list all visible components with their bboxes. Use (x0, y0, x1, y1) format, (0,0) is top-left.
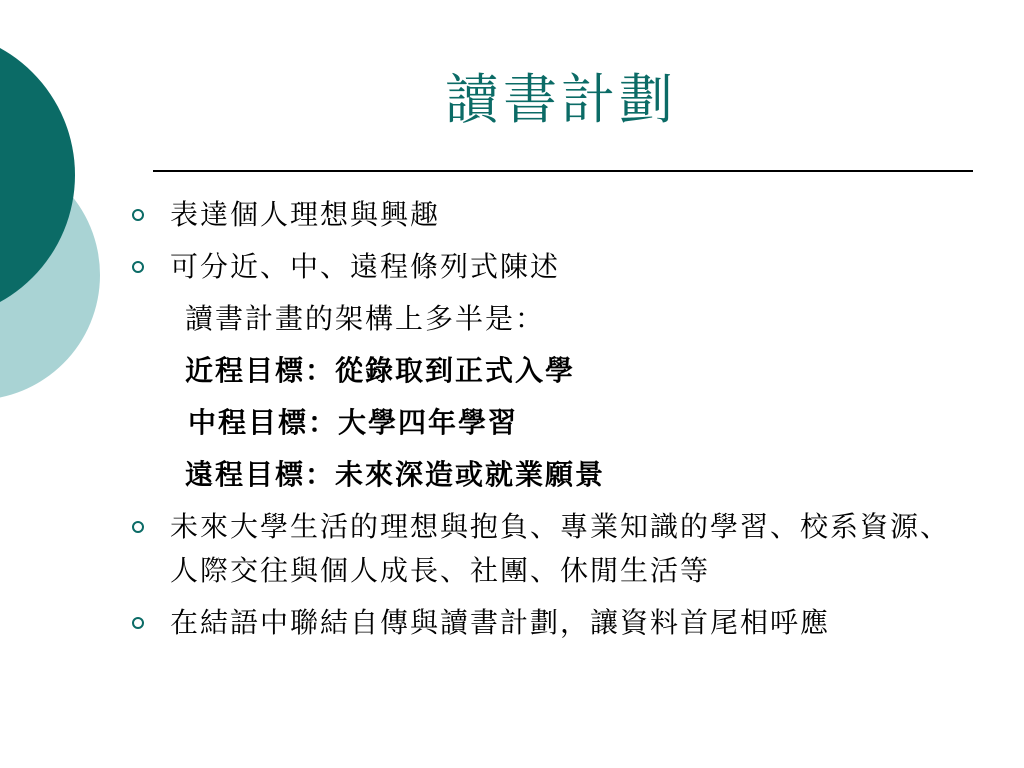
bullet-text: 表達個人理想與興趣 (170, 198, 441, 231)
slide-body (130, 193, 970, 653)
bullet-item (130, 601, 970, 645)
bullet-text: 可分近、中、遠程條列式陳述 (170, 250, 561, 283)
long-term-goal: 遠程目標：未來深造或就業願景 (185, 458, 606, 491)
bullet-circle-icon (132, 617, 144, 629)
bullet-item (130, 193, 970, 237)
bullet-circle-icon (132, 209, 144, 221)
short-term-goal: 近程目標：從錄取到正式入學 (185, 354, 576, 387)
bullet-circle-icon (132, 521, 144, 533)
bullet-text: 未來大學生活的理想與抱負、專業知識的學習、校系資源、人際交往與個人成長、社團、休閒生活等 (170, 510, 951, 587)
bullet-circle-icon (132, 261, 144, 273)
bullet-text: 在結語中聯結自傳與讀書計劃，讓資料首尾相呼應 (170, 606, 831, 639)
structure-intro: 讀書計畫的架構上多半是： (185, 302, 546, 335)
bullet-item (130, 505, 970, 593)
slide-title: 讀書計劃 (445, 68, 677, 131)
mid-term-goal: 中程目標：大學四年學習 (188, 406, 519, 439)
bullet-item (130, 245, 970, 289)
title-divider (153, 170, 973, 172)
